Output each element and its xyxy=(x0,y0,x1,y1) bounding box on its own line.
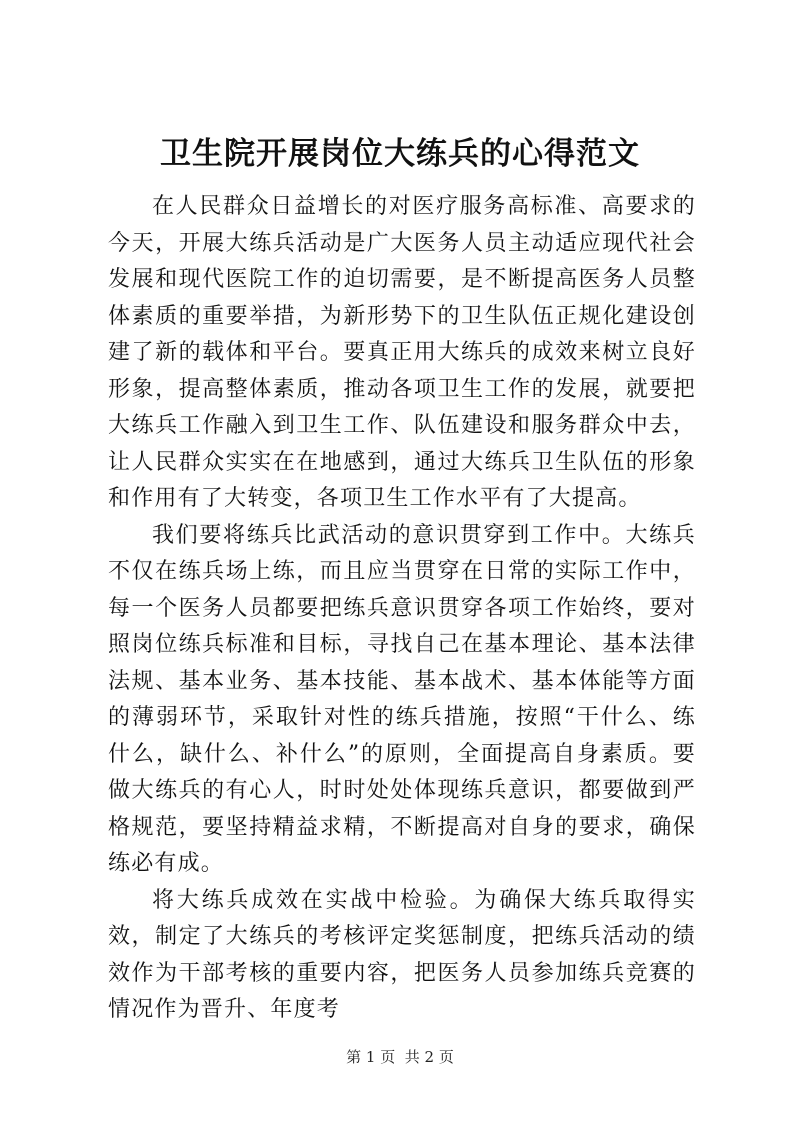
page-footer xyxy=(0,1047,800,1067)
document-body xyxy=(108,189,696,1029)
page-number-label: 第 1 页 共 2 页 xyxy=(346,1048,454,1066)
document-title: 卫生院开展岗位大练兵的心得范文 xyxy=(160,136,640,172)
paragraph-1: 在人民群众日益增长的对医疗服务高标准、高要求的今天，开展大练兵活动是广大医务人员主动适应现代社会发展和现代医院工作的迫切需要，是不断提高医务人员整体素质的重要举措，为新形势下的卫生队伍正规化建设创建了新的载体和平台。要真正用大练兵的成效来树立良好形象，提高整体素质，推动各项卫生工作的发展，就要把大练兵工作融入到卫生工作、队伍建设和服务群众中去，让人民群众实实在在地感到，通过大练兵卫生队伍的形象和作用有了大转变，各项卫生工作水平有了大提高。 xyxy=(108,194,696,511)
paragraph-2: 我们要将练兵比武活动的意识贯穿到工作中。大练兵不仅在练兵场上练，而且应当贯穿在日常的实际工作中，每一个医务人员都要把练兵意识贯穿各项工作始终，要对照岗位练兵标准和目标，寻找自己在基本理论、基本法律法规、基本业务、基本技能、基本战术、基本体能等方面的薄弱环节，采取针对性的练兵措施，按照“干什么、练什么，缺什么、补什么”的原则，全面提高自身素质。要做大练兵的有心人，时时处处体现练兵意识，都要做到严格规范，要坚持精益求精，不断提高对自身的要求，确保练必有成。 xyxy=(108,522,696,876)
paragraph-3: 将大练兵成效在实战中检验。为确保大练兵取得实效，制定了大练兵的考核评定奖惩制度，把练兵活动的绩效作为干部考核的重要内容，把医务人员参加练兵竞赛的情况作为晋升、年度考 xyxy=(108,887,696,1022)
